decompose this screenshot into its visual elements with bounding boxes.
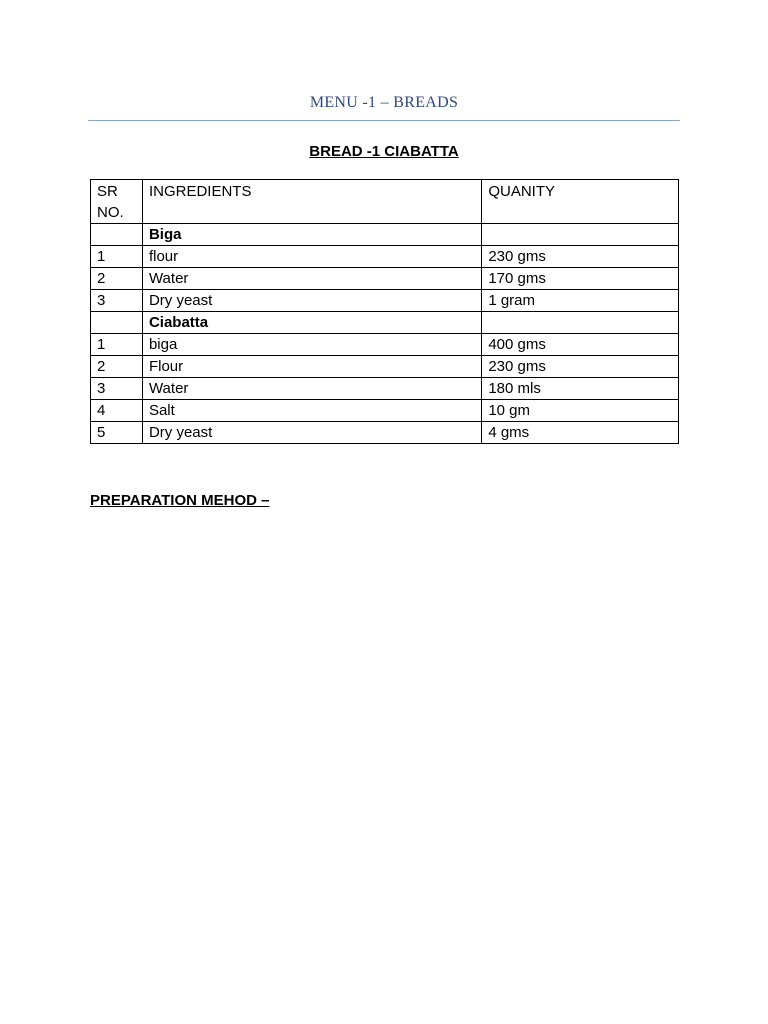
sr-cell: 1 xyxy=(91,334,143,356)
title-divider xyxy=(88,120,680,121)
group-sr-cell xyxy=(91,312,143,334)
sr-cell: 2 xyxy=(91,268,143,290)
group-quantity-cell xyxy=(482,312,679,334)
table-row xyxy=(91,378,679,400)
ingredient-cell: biga xyxy=(142,334,481,356)
sr-cell: 4 xyxy=(91,400,143,422)
table-row xyxy=(91,334,679,356)
table-row xyxy=(91,290,679,312)
quantity-cell: 4 gms xyxy=(482,422,679,444)
section-title: BREAD -1 CIABATTA xyxy=(309,143,459,160)
table-header-row xyxy=(91,180,679,224)
table-row xyxy=(91,246,679,268)
ingredient-cell: Flour xyxy=(142,356,481,378)
header-sr-no: SR NO. xyxy=(91,180,143,224)
quantity-cell: 10 gm xyxy=(482,400,679,422)
sr-cell: 3 xyxy=(91,290,143,312)
sr-cell: 1 xyxy=(91,246,143,268)
group-row-ciabatta xyxy=(91,312,679,334)
ingredient-cell: Salt xyxy=(142,400,481,422)
ingredient-cell: Water xyxy=(142,378,481,400)
group-row-biga xyxy=(91,224,679,246)
quantity-cell: 400 gms xyxy=(482,334,679,356)
sr-cell: 3 xyxy=(91,378,143,400)
header-quantity: QUANITY xyxy=(482,180,679,224)
ingredients-table xyxy=(90,179,679,444)
quantity-cell: 170 gms xyxy=(482,268,679,290)
group-label: Biga xyxy=(142,224,481,246)
ingredient-cell: Water xyxy=(142,268,481,290)
ingredient-cell: Dry yeast xyxy=(142,290,481,312)
quantity-cell: 230 gms xyxy=(482,356,679,378)
table-row xyxy=(91,356,679,378)
group-sr-cell xyxy=(91,224,143,246)
ingredient-cell: flour xyxy=(142,246,481,268)
group-label: Ciabatta xyxy=(142,312,481,334)
preparation-heading: PREPARATION MEHOD – xyxy=(90,492,270,509)
document-title: MENU -1 – BREADS xyxy=(309,94,459,111)
quantity-cell: 180 mls xyxy=(482,378,679,400)
sr-cell: 5 xyxy=(91,422,143,444)
table-row xyxy=(91,400,679,422)
ingredient-cell: Dry yeast xyxy=(142,422,481,444)
group-quantity-cell xyxy=(482,224,679,246)
table-row xyxy=(91,422,679,444)
quantity-cell: 230 gms xyxy=(482,246,679,268)
header-ingredients: INGREDIENTS xyxy=(142,180,481,224)
sr-cell: 2 xyxy=(91,356,143,378)
quantity-cell: 1 gram xyxy=(482,290,679,312)
table-row xyxy=(91,268,679,290)
